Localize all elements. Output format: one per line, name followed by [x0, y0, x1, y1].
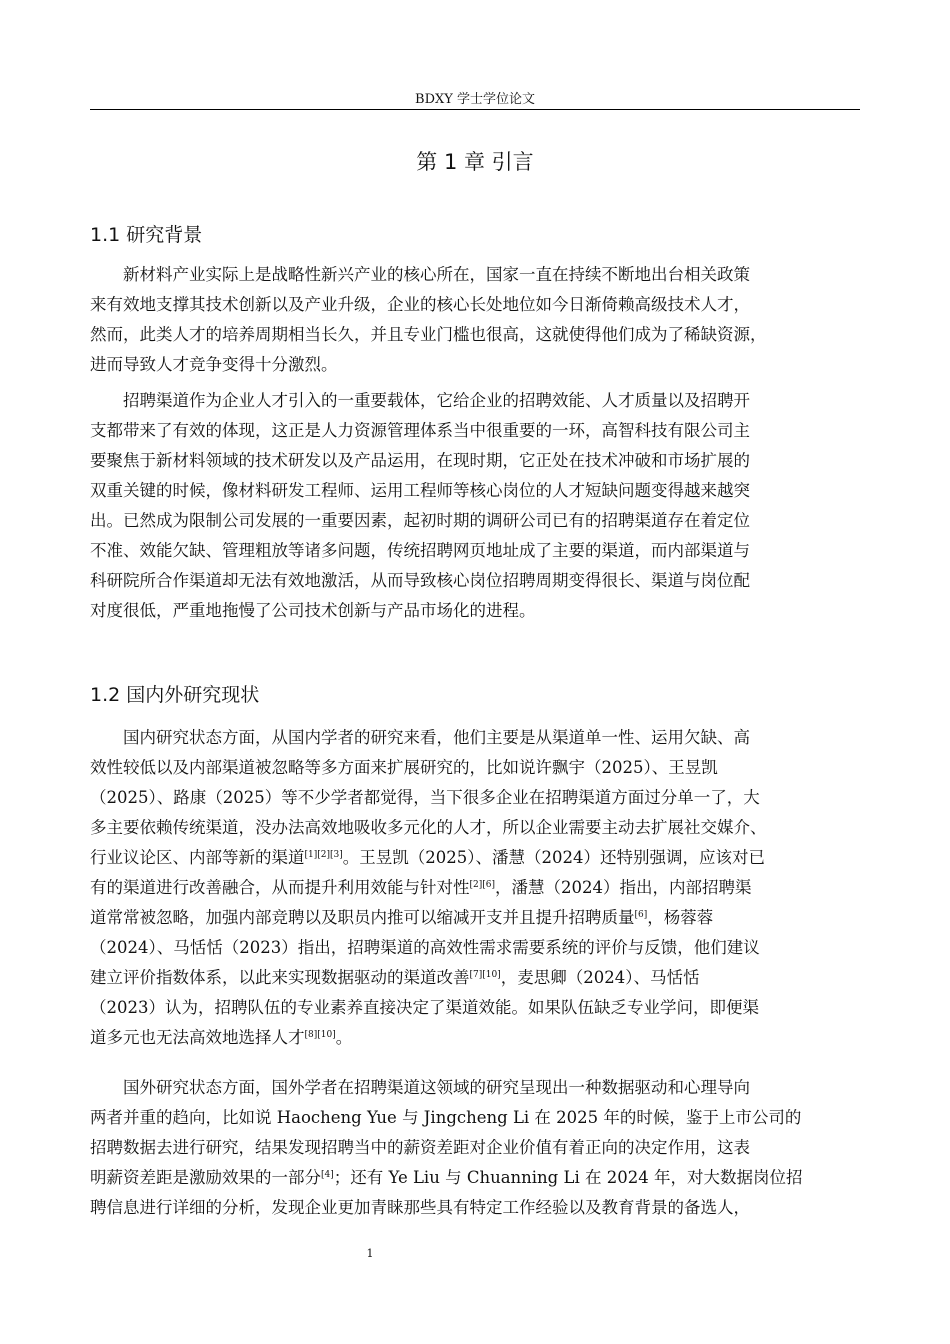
paragraph-foreign-research — [90, 1073, 860, 1223]
citation-marker: [6] — [634, 910, 648, 920]
citation-marker: [8][10] — [304, 1030, 336, 1040]
citation-marker: [4] — [321, 1170, 334, 1180]
running-header: BDXY 学士学位论文 — [415, 92, 535, 107]
paragraph-text: ，麦思卿（2024）、马恬恬 （2023）认为，招聘队伍的专业素养直接决定了渠道效能。如果队伍缺乏专业学问，即便渠 道多元也无法高效地选择人才 — [90, 968, 759, 1047]
section-title-literature-review: 1.2 国内外研究现状 — [90, 684, 260, 706]
paragraph-background-1: 新材料产业实际上是战略性新兴产业的核心所在，国家一直在持续不断地出台相关政策 来有效地支撑其技术创新以及产业升级，企业的核心长处地位如今日渐倚赖高级技术人才， 然而，此类人才的培养周期相当长久，并且专业门槛也很高，这就使得他们成为了稀缺资源， 进而导致人才竞争变得十分激烈。 — [90, 265, 767, 374]
section-title-background: 1.1 研究背景 — [90, 224, 203, 246]
paragraph-text: 。 — [335, 1028, 353, 1047]
citation-marker: [7][10] — [469, 970, 501, 980]
chapter-title: 第 1 章 引言 — [416, 150, 534, 174]
paragraph-domestic-research — [90, 723, 860, 1053]
citation-marker: [1][2][3] — [304, 850, 343, 860]
paragraph-background-2: 招聘渠道作为企业人才引入的一重要载体，它给企业的招聘效能、人才质量以及招聘开 支都带来了有效的体现，这正是人力资源管理体系当中很重要的一环，高智科技有限公司主 要聚焦于新材料领域的技术研发以及产品运用，在现时期，它正处在技术冲破和市场扩展的 双重关键的时候，像材料研发工程师、运用工程师等核心岗位的人才短缺问题变得越来越突 出。已然成为限制公司发展的一重要因素，起初时期的调研公司已有的招聘渠道存在着定位 不准、效能欠缺、管理粗放等诸多问题，传统招聘网页地址成了主要的渠道，而内部渠道与 科研院所合作渠道却无法有效地激活，从而导致核心岗位招聘周期变得很长、渠道与岗位配 对度很低，严重地拖慢了公司技术创新与产品市场化的进程。 — [90, 391, 750, 620]
paragraph-text: ；还有 Ye Liu 与 Chuanning Li 在 2024 年，对大数据岗位招 聘信息进行详细的分析，发现企业更加青睐那些具有特定工作经验以及教育背景的备选人， — [90, 1168, 803, 1217]
header-rule — [90, 109, 860, 110]
paragraph-text: ，杨蓉蓉 （2024）、马恬恬（2023）指出，招聘渠道的高效性需求需要系统的评价与反馈，他们建议 建立评价指数体系，以此来实现数据驱动的渠道改善 — [90, 908, 760, 987]
paragraph-text: 。王昱凯（2025）、潘慧（2024）还特别强调，应该对已 有的渠道进行改善融合，从而提升利用效能与针对性 — [90, 848, 765, 897]
paragraph-text: ，潘慧（2024）指出，内部招聘渠 道常常被忽略，加强内部竞聘以及职员内推可以缩减开支并且提升招聘质量 — [90, 878, 752, 927]
paragraph-text: 国外研究状态方面，国外学者在招聘渠道这领域的研究呈现出一种数据驱动和心理导向 两者并重的趋向，比如说 Haocheng Yue 与 Jingcheng Li 在 2025 年的时候，鉴于上市公司的 招聘数据去进行研究，结果发现招聘当中的薪资差距对企业价值有着正向的决定作用，这表 明薪资差距是激励效果的一部分 — [90, 1078, 802, 1187]
paragraph-text: 国内研究状态方面，从国内学者的研究来看，他们主要是从渠道单一性、运用欠缺、高 效性较低以及内部渠道被忽略等多方面来扩展研究的，比如说许飘宇（2025）、王昱凯 （2025）、路康（2025）等不少学者都觉得，当下很多企业在招聘渠道方面过分单一了，大 多主要依赖传统渠道，没办法高效地吸收多元化的人才，所以企业需要主动去扩展社交媒介、 行业议论区、内部等新的渠道 — [90, 728, 767, 867]
citation-marker: [2][6] — [469, 880, 495, 890]
page-number: 1 — [366, 1247, 374, 1260]
